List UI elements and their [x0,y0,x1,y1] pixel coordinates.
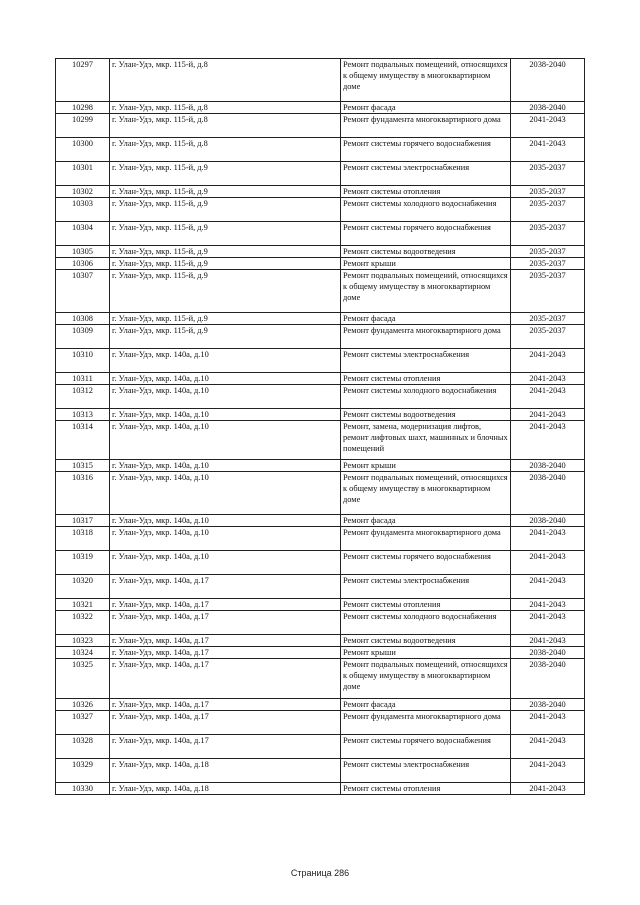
table-row [56,313,585,325]
row-address: г. Улан-Удэ, мкр. 140а, д.17 [110,599,341,611]
row-address: г. Улан-Удэ, мкр. 115-й, д.9 [110,325,341,349]
row-work-type: Ремонт, замена, модернизация лифтов, ремонт лифтовых шахт, машинных и блочных помещений [341,421,511,460]
table-row [56,711,585,735]
row-work-type: Ремонт фасада [341,102,511,114]
row-address: г. Улан-Удэ, мкр. 115-й, д.8 [110,114,341,138]
row-period: 2041-2043 [511,783,585,795]
row-number: 10307 [56,270,110,313]
row-work-type: Ремонт системы водоотведения [341,409,511,421]
row-number: 10309 [56,325,110,349]
row-number: 10328 [56,735,110,759]
row-address: г. Улан-Удэ, мкр. 140а, д.10 [110,349,341,373]
table-row [56,472,585,515]
row-number: 10315 [56,460,110,472]
row-work-type: Ремонт системы отопления [341,373,511,385]
row-address: г. Улан-Удэ, мкр. 140а, д.17 [110,647,341,659]
row-period: 2035-2037 [511,162,585,186]
row-number: 10298 [56,102,110,114]
row-work-type: Ремонт фасада [341,515,511,527]
row-number: 10297 [56,59,110,102]
row-number: 10317 [56,515,110,527]
row-work-type: Ремонт фундамента многоквартирного дома [341,114,511,138]
row-work-type: Ремонт системы отопления [341,599,511,611]
row-work-type: Ремонт крыши [341,258,511,270]
row-work-type: Ремонт системы горячего водоснабжения [341,222,511,246]
row-work-type: Ремонт крыши [341,460,511,472]
row-number: 10321 [56,599,110,611]
row-period: 2035-2037 [511,222,585,246]
row-address: г. Улан-Удэ, мкр. 140а, д.10 [110,385,341,409]
table-row [56,735,585,759]
row-period: 2035-2037 [511,313,585,325]
page-number: Страница 286 [290,868,350,878]
row-period: 2035-2037 [511,325,585,349]
row-work-type: Ремонт подвальных помещений, относящихся к общему имуществу в многоквартирном доме [341,659,511,699]
row-work-type: Ремонт системы горячего водоснабжения [341,551,511,575]
row-number: 10310 [56,349,110,373]
row-address: г. Улан-Удэ, мкр. 115-й, д.8 [110,59,341,102]
row-number: 10302 [56,186,110,198]
row-address: г. Улан-Удэ, мкр. 115-й, д.9 [110,258,341,270]
row-period: 2038-2040 [511,102,585,114]
row-work-type: Ремонт системы холодного водоснабжения [341,198,511,222]
row-period: 2038-2040 [511,460,585,472]
row-period: 2041-2043 [511,759,585,783]
row-work-type: Ремонт фундамента многоквартирного дома [341,527,511,551]
row-address: г. Улан-Удэ, мкр. 140а, д.17 [110,635,341,647]
row-number: 10324 [56,647,110,659]
row-period: 2038-2040 [511,659,585,699]
row-number: 10318 [56,527,110,551]
row-address: г. Улан-Удэ, мкр. 140а, д.17 [110,659,341,699]
row-work-type: Ремонт подвальных помещений, относящихся к общему имуществу в многоквартирном доме [341,59,511,102]
row-address: г. Улан-Удэ, мкр. 115-й, д.9 [110,162,341,186]
row-work-type: Ремонт фасада [341,699,511,711]
row-period: 2038-2040 [511,472,585,515]
table-row [56,114,585,138]
row-work-type: Ремонт системы отопления [341,783,511,795]
row-work-type: Ремонт системы электроснабжения [341,162,511,186]
table-row [56,325,585,349]
row-period: 2035-2037 [511,246,585,258]
row-work-type: Ремонт системы водоотведения [341,246,511,258]
table-row [56,186,585,198]
row-number: 10320 [56,575,110,599]
row-work-type: Ремонт системы водоотведения [341,635,511,647]
table-row [56,460,585,472]
row-period: 2035-2037 [511,198,585,222]
row-work-type: Ремонт системы электроснабжения [341,349,511,373]
row-number: 10306 [56,258,110,270]
table-row [56,635,585,647]
row-address: г. Улан-Удэ, мкр. 140а, д.10 [110,409,341,421]
row-period: 2041-2043 [511,611,585,635]
row-work-type: Ремонт фундамента многоквартирного дома [341,325,511,349]
row-work-type: Ремонт системы отопления [341,186,511,198]
table-row [56,138,585,162]
table-row [56,349,585,373]
row-number: 10323 [56,635,110,647]
table-row [56,270,585,313]
table-row [56,246,585,258]
row-number: 10299 [56,114,110,138]
row-address: г. Улан-Удэ, мкр. 140а, д.10 [110,472,341,515]
row-address: г. Улан-Удэ, мкр. 140а, д.18 [110,783,341,795]
row-number: 10301 [56,162,110,186]
table-row [56,551,585,575]
row-number: 10304 [56,222,110,246]
row-address: г. Улан-Удэ, мкр. 140а, д.17 [110,735,341,759]
row-address: г. Улан-Удэ, мкр. 140а, д.17 [110,711,341,735]
row-work-type: Ремонт системы электроснабжения [341,759,511,783]
table-row [56,59,585,102]
row-number: 10316 [56,472,110,515]
row-work-type: Ремонт подвальных помещений, относящихся к общему имуществу в многоквартирном доме [341,472,511,515]
repair-schedule-table [55,58,585,795]
row-address: г. Улан-Удэ, мкр. 140а, д.17 [110,575,341,599]
row-address: г. Улан-Удэ, мкр. 115-й, д.9 [110,246,341,258]
row-work-type: Ремонт системы горячего водоснабжения [341,138,511,162]
row-address: г. Улан-Удэ, мкр. 140а, д.18 [110,759,341,783]
table-row [56,759,585,783]
row-period: 2041-2043 [511,138,585,162]
row-period: 2038-2040 [511,59,585,102]
row-number: 10305 [56,246,110,258]
row-number: 10327 [56,711,110,735]
row-address: г. Улан-Удэ, мкр. 115-й, д.9 [110,222,341,246]
row-period: 2041-2043 [511,385,585,409]
row-address: г. Улан-Удэ, мкр. 115-й, д.8 [110,102,341,114]
table-row [56,515,585,527]
row-number: 10313 [56,409,110,421]
row-period: 2041-2043 [511,735,585,759]
row-number: 10314 [56,421,110,460]
row-work-type: Ремонт крыши [341,647,511,659]
row-address: г. Улан-Удэ, мкр. 115-й, д.8 [110,138,341,162]
table-row [56,421,585,460]
row-number: 10319 [56,551,110,575]
row-address: г. Улан-Удэ, мкр. 140а, д.17 [110,611,341,635]
row-address: г. Улан-Удэ, мкр. 115-й, д.9 [110,198,341,222]
row-work-type: Ремонт фасада [341,313,511,325]
row-number: 10322 [56,611,110,635]
row-address: г. Улан-Удэ, мкр. 140а, д.10 [110,515,341,527]
row-work-type: Ремонт системы холодного водоснабжения [341,385,511,409]
row-number: 10329 [56,759,110,783]
row-period: 2041-2043 [511,551,585,575]
row-period: 2041-2043 [511,114,585,138]
row-period: 2041-2043 [511,409,585,421]
row-number: 10300 [56,138,110,162]
row-period: 2041-2043 [511,599,585,611]
row-work-type: Ремонт системы электроснабжения [341,575,511,599]
row-number: 10303 [56,198,110,222]
table-row [56,198,585,222]
table-row [56,783,585,795]
row-work-type: Ремонт подвальных помещений, относящихся к общему имуществу в многоквартирном доме [341,270,511,313]
table-row [56,162,585,186]
row-period: 2038-2040 [511,515,585,527]
row-period: 2041-2043 [511,421,585,460]
table-row [56,258,585,270]
row-period: 2041-2043 [511,527,585,551]
row-period: 2041-2043 [511,575,585,599]
row-number: 10311 [56,373,110,385]
row-number: 10312 [56,385,110,409]
table-row [56,647,585,659]
table-row [56,385,585,409]
table-row [56,599,585,611]
row-address: г. Улан-Удэ, мкр. 140а, д.10 [110,527,341,551]
row-period: 2035-2037 [511,186,585,198]
row-period: 2041-2043 [511,711,585,735]
table-row [56,575,585,599]
table-body [56,59,585,795]
row-work-type: Ремонт системы холодного водоснабжения [341,611,511,635]
row-address: г. Улан-Удэ, мкр. 140а, д.17 [110,699,341,711]
table-row [56,611,585,635]
row-period: 2041-2043 [511,349,585,373]
row-address: г. Улан-Удэ, мкр. 140а, д.10 [110,551,341,575]
row-address: г. Улан-Удэ, мкр. 115-й, д.9 [110,186,341,198]
row-number: 10325 [56,659,110,699]
table-row [56,409,585,421]
row-period: 2038-2040 [511,647,585,659]
row-address: г. Улан-Удэ, мкр. 140а, д.10 [110,421,341,460]
row-period: 2038-2040 [511,699,585,711]
row-work-type: Ремонт фундамента многоквартирного дома [341,711,511,735]
table-row [56,659,585,699]
row-number: 10330 [56,783,110,795]
row-address: г. Улан-Удэ, мкр. 115-й, д.9 [110,270,341,313]
table-row [56,527,585,551]
row-number: 10326 [56,699,110,711]
row-period: 2035-2037 [511,258,585,270]
row-address: г. Улан-Удэ, мкр. 115-й, д.9 [110,313,341,325]
table-row [56,222,585,246]
row-period: 2041-2043 [511,635,585,647]
row-number: 10308 [56,313,110,325]
row-period: 2035-2037 [511,270,585,313]
row-period: 2041-2043 [511,373,585,385]
table-row [56,102,585,114]
row-address: г. Улан-Удэ, мкр. 140а, д.10 [110,373,341,385]
row-address: г. Улан-Удэ, мкр. 140а, д.10 [110,460,341,472]
table-row [56,373,585,385]
row-work-type: Ремонт системы горячего водоснабжения [341,735,511,759]
table-row [56,699,585,711]
